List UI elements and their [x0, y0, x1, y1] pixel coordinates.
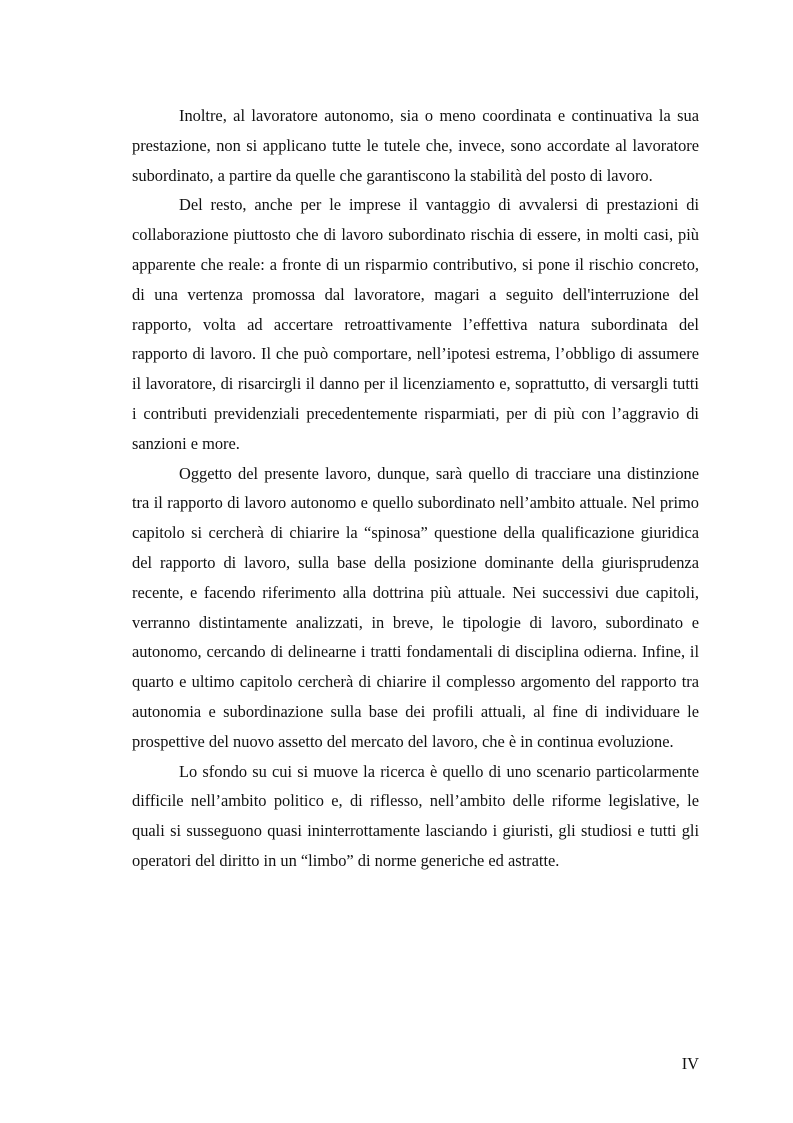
- paragraph-2: Del resto, anche per le imprese il vantaggio di avvalersi di prestazioni di collaborazione piuttosto che di lavoro subordinato rischia di essere, in molti casi, più apparente che reale: a fronte di un risparmio contributivo, si pone il rischio concreto, di una vertenza promossa dal lavoratore, magari a seguito dell'interruzione del rapporto, volta ad accertare retroattivamente l’effettiva natura subordinata del rapporto di lavoro. Il che può comportare, nell’ipotesi estrema, l’obbligo di assumere il lavoratore, di risarcirgli il danno per il licenziamento e, soprattutto, di versargli tutti i contributi previdenziali precedentemente risparmiati, per di più con l’aggravio di sanzioni e more.: [132, 195, 699, 453]
- body-text: [132, 101, 699, 876]
- paragraph-3: Oggetto del presente lavoro, dunque, sarà quello di tracciare una distinzione tra il rapporto di lavoro autonomo e quello subordinato nell’ambito attuale. Nel primo capitolo si cercherà di chiarire la “spinosa” questione della qualificazione giuridica del rapporto di lavoro, sulla base della posizione dominante della giurisprudenza recente, e facendo riferimento alla dottrina più attuale. Nei successivi due capitoli, verranno distintamente analizzati, in breve, le tipologie di lavoro, subordinato e autonomo, cercando di delinearne i tratti fondamentali di disciplina odierna. Infine, il quarto e ultimo capitolo cercherà di chiarire il complesso argomento del rapporto tra autonomia e subordinazione sulla base dei profili attuali, al fine di individuare le prospettive del nuovo assetto del mercato del lavoro, che è in continua evoluzione.: [132, 463, 699, 751]
- paragraph-1: Inoltre, al lavoratore autonomo, sia o meno coordinata e continuativa la sua prestazione, non si applicano tutte le tutele che, invece, sono accordate al lavoratore subordinato, a partire da quelle che garantiscono la stabilità del posto di lavoro.: [132, 106, 699, 185]
- page-number: IV: [681, 1054, 699, 1073]
- paragraph-4: Lo sfondo su cui si muove la ricerca è quello di uno scenario particolarmente difficile nell’ambito politico e, di riflesso, nell’ambito delle riforme legislative, le quali si susseguono quasi ininterrottamente lasciando i giuristi, gli studiosi e tutti gli operatori del diritto in un “limbo” di norme generiche ed astratte.: [132, 761, 699, 870]
